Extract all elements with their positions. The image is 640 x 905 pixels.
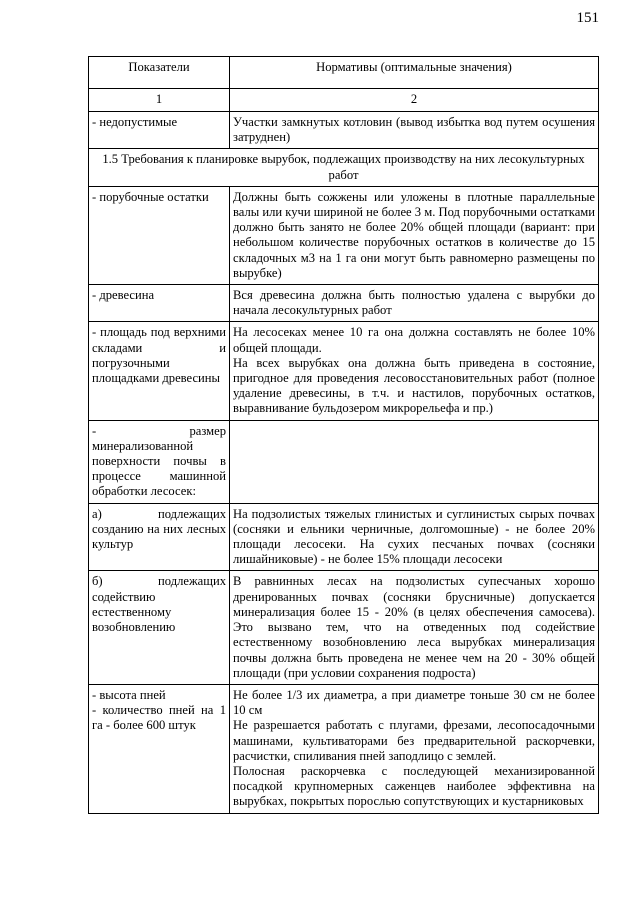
column-number-2: 2 — [230, 89, 599, 112]
norm-text: Не разрешается работать с плугами, фрезами, лесопосадочными машинами, культиваторами без предварительной раскорчевки, расчистки, спиливания пней заподлицо с землей. — [233, 718, 595, 763]
table-row — [89, 503, 599, 571]
header-norms: Нормативы (оптимальные значения) — [230, 57, 599, 89]
indicator-text: - количество пней на 1 га - более 600 штук — [92, 703, 226, 733]
norm-text: Полосная раскорчевка с последующей механизированной посадкой крупномерных саженцев наиболее эффективна на вырубках, покрытых порослью сопутствующих и кустарниковых — [233, 763, 595, 809]
norm-cell — [230, 571, 599, 684]
norms-table — [88, 56, 599, 814]
indicator-text: - высота пней — [92, 687, 166, 702]
norm-text: На лесосеках менее 10 га она должна составлять не более 10% общей площади. — [233, 325, 595, 355]
norm-cell — [230, 503, 599, 571]
column-number-1: 1 — [89, 89, 230, 112]
indicator-cell: - древесина — [89, 285, 230, 322]
norm-text: На всех вырубках она должна быть приведена в состояние, пригодное для проведения лесовосстановительных работ (полное удаление древесины, в т.ч. и настилов, порубочных остатков, выравнивание бульдозером микрорельефа и пр.) — [233, 355, 595, 416]
table-row — [89, 322, 599, 420]
norm-cell — [230, 322, 599, 420]
norm-cell-empty — [230, 420, 599, 503]
header-indicators: Показатели — [89, 57, 230, 89]
norm-text: В равнинных лесах на подзолистых супесчаных хорошо дренированных почвах (сосняки брусничные) допускается минерализация более 15 - 20% (в целях обеспечения самосева). Это вызвано тем, что на отведенных под содействие естественному возобновлению леса вырубках минерализация почвы должна быть проведена не менее чем на 20 - 30% общей площади (при условии сохранения подроста) — [233, 574, 595, 680]
indicator-cell: - порубочные остатки — [89, 186, 230, 284]
norm-text: Вся древесина должна быть полностью удалена с вырубки до начала лесокультурных работ — [233, 288, 595, 318]
table-row — [89, 684, 599, 813]
norm-text: Должны быть сожжены или уложены в плотные параллельные валы или кучи шириной не более 3 м. Под порубочными остатками должно быть занято не более 20% общей площади (вариант: при небольшом количестве порубочных остатков в количестве до 15 складочных м3 на 1 га они могут быть равномерно размещены по вырубке) — [233, 189, 595, 280]
norm-cell — [230, 112, 599, 149]
section-row — [89, 149, 599, 186]
table-row — [89, 285, 599, 322]
table-row — [89, 186, 599, 284]
table-row — [89, 112, 599, 149]
indicator-cell: б) подлежащих содействию естественному возобновлению — [89, 571, 230, 684]
norm-cell — [230, 285, 599, 322]
norm-text: Участки замкнутых котловин (вывод избытка вод путем осушения затруднен) — [233, 115, 595, 145]
table-row — [89, 420, 599, 503]
table-row — [89, 571, 599, 684]
norm-text: Не более 1/3 их диаметра, а при диаметре тоньше 30 см не более 10 см — [233, 687, 595, 718]
section-heading: 1.5 Требования к планировке вырубок, подлежащих производству на них лесокультурных работ — [89, 149, 599, 186]
norm-cell — [230, 186, 599, 284]
indicator-cell: - недопустимые — [89, 112, 230, 149]
indicator-cell: а) подлежащих созданию на них лесных культур — [89, 503, 230, 571]
norm-cell — [230, 684, 599, 813]
norm-text: На подзолистых тяжелых глинистых и суглинистых сырых почвах (сосняки и ельники черничные, долгомошные) - не более 20% площади лесосеки. На сухих песчаных почвах (сосняки лишайниковые) - не более 15% площади лесосеки — [233, 506, 595, 567]
indicator-cell: - размер минерализованной поверхности почвы в процессе машинной обработки лесосек: — [89, 420, 230, 503]
indicator-cell — [89, 684, 230, 813]
indicator-cell: - площадь под верхними складами и погрузочными площадками древесины — [89, 322, 230, 420]
column-number-row — [89, 89, 599, 112]
page-number: 151 — [576, 10, 599, 26]
table-header-row — [89, 57, 599, 89]
